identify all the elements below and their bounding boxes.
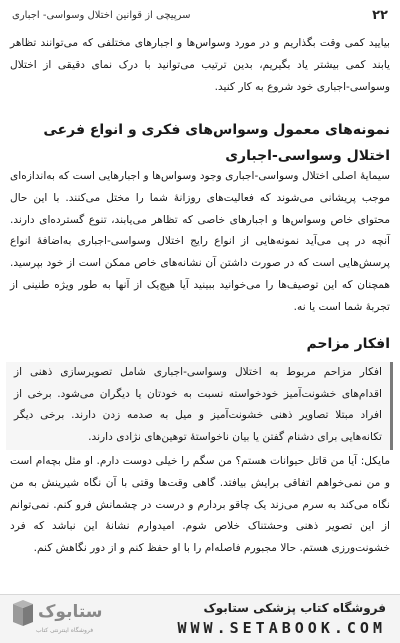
subsection-heading-intrusive-thoughts: افکار مزاحم — [306, 336, 390, 352]
intro-paragraph: بیایید کمی وقت بگذاریم و در مورد وسواس‌ها و اجبارهای مختلفی که می‌توانند تظاهر یابند کمی بیشتر یاد بگیریم، بدین ترتیب می‌توانید با درک نمای دقیقی از اختلال وسواسی-اجباری خود شروع به کار کنید. — [10, 37, 390, 93]
store-name: فروشگاه کتاب پزشکی ستابوک — [203, 601, 386, 615]
case-example-michael: مایکل: آیا من قاتل حیوانات هستم؟ من سگم را خیلی دوست دارم. او مثل بچه‌ام است و من نمی‌خواهم اتفاقی برایش بیافتد. گاهی وقت‌ها وقتی با آن نگاه شیرینش به من نگاه می‌کند به سرم می‌زند یک چاقو بردارم و درست در چشمانش فرو کنم. نمی‌توانم از این تصویر ذهنی وحشتناک خلاص شوم. امیدوارم نشانهٔ این نباشد که فرد خشونت‌ورزی هستم. حالا مجبورم فاصله‌ام را با او حفظ کنم و از دور نگاهش کنم. — [10, 455, 390, 555]
logo-wordmark: ستابوک — [38, 602, 103, 622]
page-number: ۲۲ — [372, 7, 388, 23]
running-title: سرپیچی از قوانین اختلال وسواسی- اجباری — [12, 9, 191, 21]
store-url: WWW.SETABOOK.COM — [177, 619, 386, 637]
section-heading-common-obsessions: نمونه‌های معمول وسواس‌های فکری و انواع فرعی اختلال وسواسی-اجباری — [43, 122, 390, 164]
page-footer — [0, 594, 400, 643]
book-stack-icon — [10, 600, 36, 628]
callout-text: افکار مزاحم مربوط به اختلال وسواسی-اجباری شامل تصویرسازی ذهنی از اقدام‌های خشونت‌آمیز خودخواسته نسبت به خودتان یا دیگران می‌شود. برخی از افراد مبتلا تصاویر ذهنی خشونت‌آمیز و میل به صدمه زدن دارند. برخی دیگر تکانه‌هایی برای دشنام گفتن یا بیان ناخواستهٔ توهین‌های نژادی دارند. — [14, 366, 382, 443]
logo-tagline: فروشگاه اینترنتی کتاب — [36, 627, 94, 634]
setabook-logo — [10, 600, 120, 638]
section-paragraph: سیمایهٔ اصلی اختلال وسواسی-اجباری وجود وسواس‌ها و اجبارهایی است که به‌اندازه‌ای موجب پریشانی می‌شوند که فعالیت‌های روزانهٔ شما را مختل می‌کنند. با این حال محتوای خاص وسواس‌ها و اجبارهای خاصی که تظاهر می‌یابند، تنوع گسترده‌ای دارند. آنچه در پی می‌آید نمونه‌هایی از انواع رایج اختلال وسواسی-اجباری به‌اضافهٔ انواع پرسش‌هایی است که در صورت داشتن آن نشانه‌های خاص ممکن است از خود بپرسید. همچنان که این توصیف‌ها را می‌خوانید ببینید آیا هیچ‌یک از آنها به طور ویژه طنینی از تجربهٔ شما است یا نه. — [10, 170, 390, 313]
definition-callout — [6, 362, 393, 450]
page-header — [12, 4, 388, 26]
